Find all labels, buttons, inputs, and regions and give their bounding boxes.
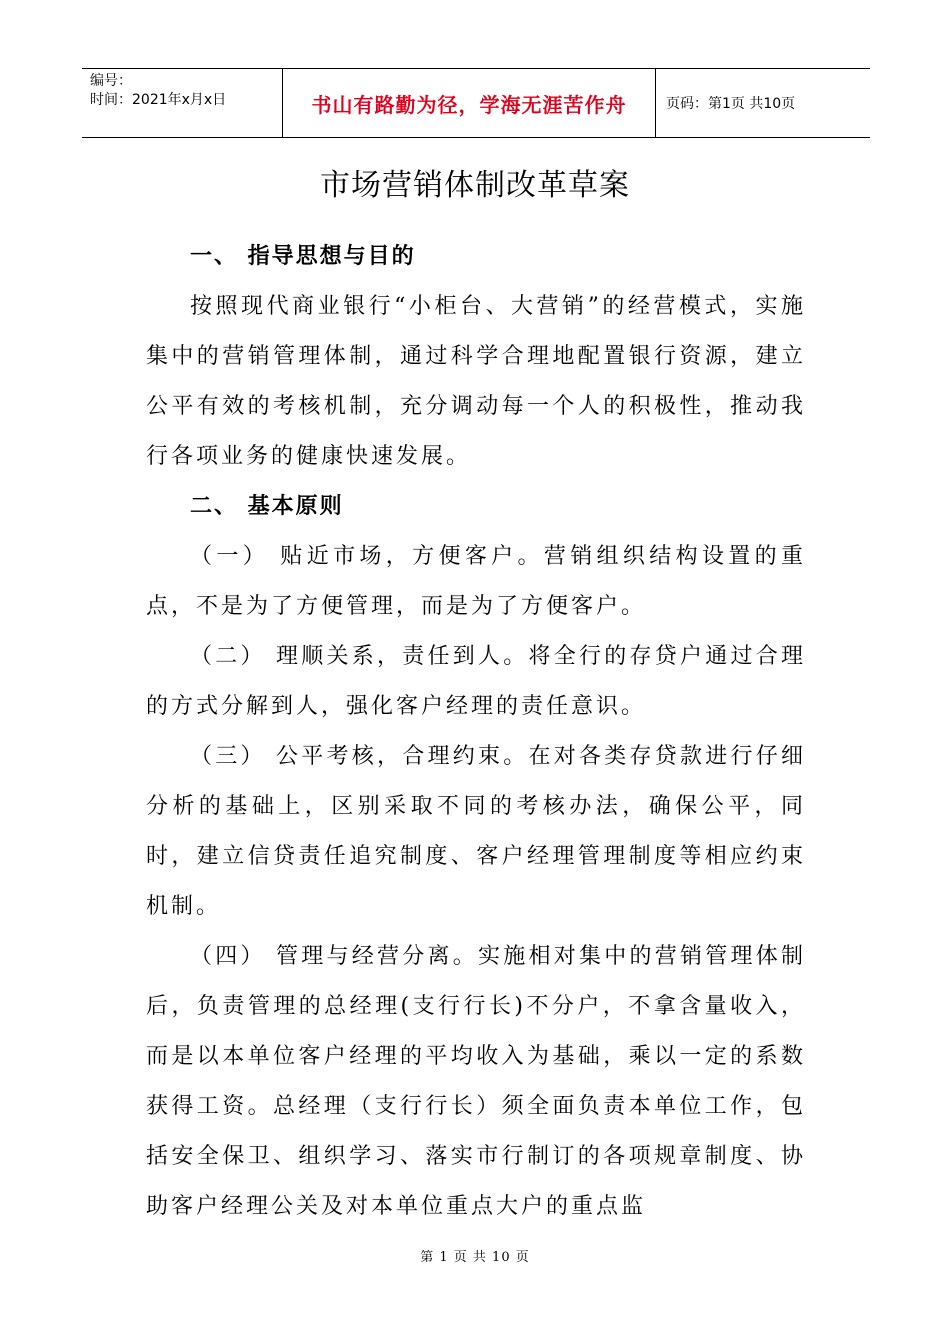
header-table [82,68,870,138]
section-2-paragraph-2: （二） 理顺关系，责任到人。将全行的存贷户通过合理的方式分解到人，强化客户经理的责任意识。 [146,644,806,719]
document-time-label: 时间：2021年x月x日 [90,92,227,108]
section-2-paragraph-4: （四） 管理与经营分离。实施相对集中的营销管理体制后，负责管理的总经理(支行行长)不分户，不拿含量收入，而是以本单位客户经理的平均收入为基础，乘以一定的系数获得工资。总经理（支行行长）须全面负责本单位工作，包括安全保卫、组织学习、落实市行制订的各项规章制度、协助客户经理公关及对本单位重点大户的重点监 [146,944,806,1219]
header-motto: 书山有路勤为径，学海无涯苦作舟 [282,69,656,137]
document-title: 市场营销体制改革草案 [320,168,630,203]
section-2-paragraph-3: （三） 公平考核，合理约束。在对各类存贷款进行仔细分析的基础上，区别采取不同的考核办法，确保公平，同时，建立信贷责任追究制度、客户经理管理制度等相应约束机制。 [146,744,806,919]
header-info-cell [82,69,282,137]
section-2-paragraph-1: （一） 贴近市场，方便客户。营销组织结构设置的重点，不是为了方便管理，而是为了方便客户。 [146,544,806,619]
header-page-info: 页码：第1页 共10页 [666,96,796,112]
document-body [146,232,806,1232]
section-1-paragraph-1: 按照现代商业银行“小柜台、大营销”的经营模式，实施集中的营销管理体制，通过科学合理地配置银行资源，建立公平有效的考核机制，充分调动每一个人的积极性，推动我行各项业务的健康快速发展。 [146,294,806,469]
section-heading-1: 一、 指导思想与目的 [190,244,416,269]
document-number-label: 编号： [90,73,132,89]
section-heading-2: 二、 基本原则 [190,494,344,519]
page-footer: 第 1 页 共 10 页 [420,1250,530,1265]
